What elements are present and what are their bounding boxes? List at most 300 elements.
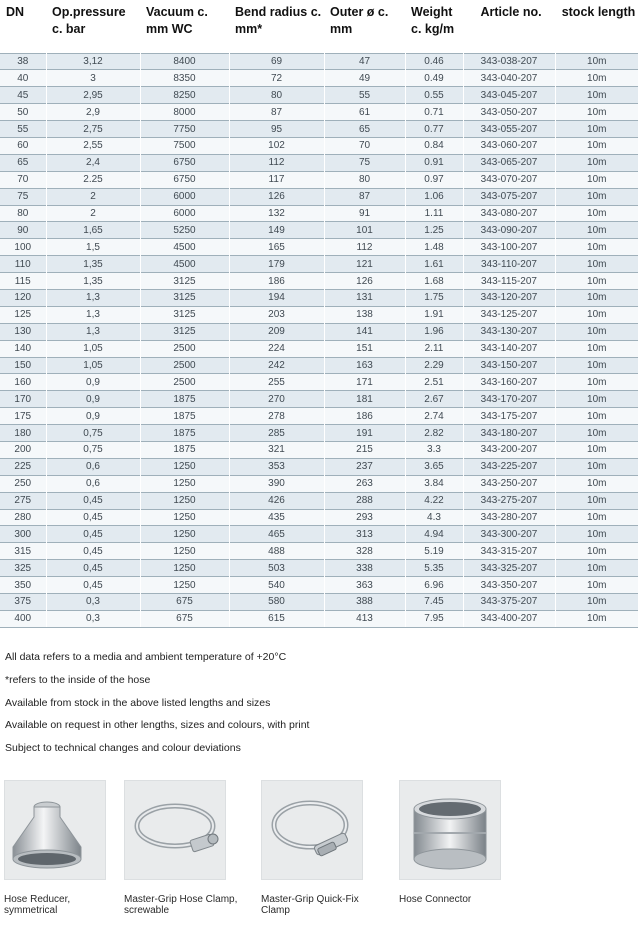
cell-article-no: 343-125-207 — [463, 306, 555, 323]
cell-bend-radius: 580 — [229, 594, 324, 611]
cell-vacuum: 1250 — [140, 560, 229, 577]
cell-article-no: 343-130-207 — [463, 323, 555, 340]
cell-weight: 4.22 — [405, 492, 463, 509]
cell-outer-diameter: 141 — [324, 323, 405, 340]
cell-stock-length: 10m — [555, 289, 638, 306]
table-row — [0, 205, 638, 222]
cell-article-no: 343-400-207 — [463, 610, 555, 627]
cell-outer-diameter: 328 — [324, 543, 405, 560]
cell-outer-diameter: 75 — [324, 154, 405, 171]
cell-dn: 180 — [0, 425, 46, 442]
product-quick-fix-clamp[interactable] — [261, 780, 376, 916]
cell-vacuum: 1250 — [140, 475, 229, 492]
cell-weight: 1.61 — [405, 256, 463, 273]
cell-stock-length: 10m — [555, 121, 638, 138]
table-row — [0, 408, 638, 425]
cell-outer-diameter: 80 — [324, 171, 405, 188]
cell-outer-diameter: 91 — [324, 205, 405, 222]
cell-dn: 300 — [0, 526, 46, 543]
table-row — [0, 543, 638, 560]
cell-dn: 200 — [0, 441, 46, 458]
table-row — [0, 425, 638, 442]
cell-outer-diameter: 288 — [324, 492, 405, 509]
cell-op-pressure: 0,9 — [46, 408, 140, 425]
cell-vacuum: 3125 — [140, 323, 229, 340]
cell-weight: 1.91 — [405, 306, 463, 323]
cell-article-no: 343-065-207 — [463, 154, 555, 171]
cell-bend-radius: 194 — [229, 289, 324, 306]
cell-stock-length: 10m — [555, 70, 638, 87]
cell-dn: 400 — [0, 610, 46, 627]
cell-article-no: 343-300-207 — [463, 526, 555, 543]
cell-bend-radius: 87 — [229, 104, 324, 121]
cell-dn: 38 — [0, 53, 46, 70]
cell-outer-diameter: 70 — [324, 137, 405, 154]
cell-bend-radius: 503 — [229, 560, 324, 577]
cell-article-no: 343-075-207 — [463, 188, 555, 205]
cell-op-pressure: 0,45 — [46, 543, 140, 560]
note-temperature: All data refers to a media and ambient temperature of +20°C — [5, 651, 287, 663]
cell-article-no: 343-070-207 — [463, 171, 555, 188]
cell-article-no: 343-055-207 — [463, 121, 555, 138]
cell-stock-length: 10m — [555, 391, 638, 408]
cell-weight: 2.51 — [405, 374, 463, 391]
cell-bend-radius: 488 — [229, 543, 324, 560]
cell-op-pressure: 1,3 — [46, 289, 140, 306]
cell-vacuum: 6000 — [140, 188, 229, 205]
cell-weight: 6.96 — [405, 577, 463, 594]
cell-weight: 2.11 — [405, 340, 463, 357]
cell-stock-length: 10m — [555, 560, 638, 577]
table-row — [0, 610, 638, 627]
cell-outer-diameter: 65 — [324, 121, 405, 138]
cell-weight: 3.65 — [405, 458, 463, 475]
cell-article-no: 343-045-207 — [463, 87, 555, 104]
cell-weight: 1.11 — [405, 205, 463, 222]
cell-bend-radius: 186 — [229, 273, 324, 290]
cell-vacuum: 6750 — [140, 154, 229, 171]
cell-outer-diameter: 293 — [324, 509, 405, 526]
product-caption: Master-Grip Hose Clamp, screwable — [124, 894, 238, 916]
cell-article-no: 343-110-207 — [463, 256, 555, 273]
cell-article-no: 343-060-207 — [463, 137, 555, 154]
cell-weight: 0.46 — [405, 53, 463, 70]
cell-op-pressure: 0,3 — [46, 610, 140, 627]
product-caption: Hose Connector — [399, 894, 472, 905]
hose-connector-icon — [399, 780, 501, 880]
table-row — [0, 458, 638, 475]
cell-bend-radius: 149 — [229, 222, 324, 239]
cell-vacuum: 1875 — [140, 441, 229, 458]
table-row — [0, 492, 638, 509]
cell-bend-radius: 615 — [229, 610, 324, 627]
cell-bend-radius: 285 — [229, 425, 324, 442]
note-technical-changes: Subject to technical changes and colour deviations — [5, 742, 241, 755]
cell-stock-length: 10m — [555, 188, 638, 205]
cell-bend-radius: 435 — [229, 509, 324, 526]
cell-op-pressure: 3 — [46, 70, 140, 87]
cell-outer-diameter: 313 — [324, 526, 405, 543]
cell-article-no: 343-080-207 — [463, 205, 555, 222]
cell-dn: 45 — [0, 87, 46, 104]
cell-article-no: 343-375-207 — [463, 594, 555, 611]
table-row — [0, 104, 638, 121]
cell-weight: 5.35 — [405, 560, 463, 577]
cell-op-pressure: 0,45 — [46, 577, 140, 594]
cell-vacuum: 8350 — [140, 70, 229, 87]
cell-weight: 7.95 — [405, 610, 463, 627]
cell-bend-radius: 426 — [229, 492, 324, 509]
cell-article-no: 343-180-207 — [463, 425, 555, 442]
cell-stock-length: 10m — [555, 340, 638, 357]
product-hose-connector[interactable] — [399, 780, 514, 905]
cell-op-pressure: 1,3 — [46, 323, 140, 340]
cell-dn: 55 — [0, 121, 46, 138]
cell-stock-length: 10m — [555, 441, 638, 458]
cell-weight: 2.74 — [405, 408, 463, 425]
note-bend-radius: *refers to the inside of the hose — [5, 673, 151, 686]
cell-article-no: 343-200-207 — [463, 441, 555, 458]
cell-dn: 60 — [0, 137, 46, 154]
cell-stock-length: 10m — [555, 526, 638, 543]
cell-outer-diameter: 151 — [324, 340, 405, 357]
cell-dn: 90 — [0, 222, 46, 239]
cell-weight: 0.77 — [405, 121, 463, 138]
table-row — [0, 239, 638, 256]
cell-bend-radius: 95 — [229, 121, 324, 138]
cell-outer-diameter: 87 — [324, 188, 405, 205]
cell-stock-length: 10m — [555, 273, 638, 290]
cell-dn: 375 — [0, 594, 46, 611]
cell-vacuum: 1250 — [140, 492, 229, 509]
cell-weight: 0.55 — [405, 87, 463, 104]
cell-bend-radius: 242 — [229, 357, 324, 374]
table-row — [0, 121, 638, 138]
cell-bend-radius: 112 — [229, 154, 324, 171]
header-weight: Weight c. kg/m — [405, 0, 463, 53]
quick-fix-clamp-icon — [261, 780, 363, 880]
cell-op-pressure: 1,35 — [46, 256, 140, 273]
cell-vacuum: 2500 — [140, 340, 229, 357]
footnotes — [5, 650, 635, 764]
cell-weight: 0.97 — [405, 171, 463, 188]
cell-stock-length: 10m — [555, 154, 638, 171]
cell-weight: 2.29 — [405, 357, 463, 374]
table-row — [0, 509, 638, 526]
cell-op-pressure: 0,6 — [46, 475, 140, 492]
cell-bend-radius: 209 — [229, 323, 324, 340]
cell-bend-radius: 72 — [229, 70, 324, 87]
cell-outer-diameter: 121 — [324, 256, 405, 273]
cell-stock-length: 10m — [555, 137, 638, 154]
cell-vacuum: 1875 — [140, 391, 229, 408]
cell-bend-radius: 69 — [229, 53, 324, 70]
cell-outer-diameter: 138 — [324, 306, 405, 323]
table-row — [0, 526, 638, 543]
cell-weight: 4.3 — [405, 509, 463, 526]
cell-op-pressure: 2,55 — [46, 137, 140, 154]
cell-vacuum: 4500 — [140, 239, 229, 256]
cell-weight: 3.3 — [405, 441, 463, 458]
cell-article-no: 343-140-207 — [463, 340, 555, 357]
cell-dn: 65 — [0, 154, 46, 171]
cell-dn: 40 — [0, 70, 46, 87]
table-row — [0, 222, 638, 239]
product-hose-reducer[interactable] — [4, 780, 119, 916]
cell-op-pressure: 1,5 — [46, 239, 140, 256]
cell-bend-radius: 321 — [229, 441, 324, 458]
table-row — [0, 87, 638, 104]
table-row — [0, 374, 638, 391]
cell-outer-diameter: 49 — [324, 70, 405, 87]
cell-op-pressure: 0,6 — [46, 458, 140, 475]
header-op-pressure: Op.pressure c. bar — [46, 0, 140, 53]
cell-bend-radius: 126 — [229, 188, 324, 205]
cell-outer-diameter: 413 — [324, 610, 405, 627]
cell-stock-length: 10m — [555, 323, 638, 340]
cell-dn: 150 — [0, 357, 46, 374]
cell-stock-length: 10m — [555, 357, 638, 374]
cell-stock-length: 10m — [555, 104, 638, 121]
cell-op-pressure: 0,75 — [46, 441, 140, 458]
cell-article-no: 343-280-207 — [463, 509, 555, 526]
product-hose-clamp[interactable] — [124, 780, 239, 916]
cell-stock-length: 10m — [555, 205, 638, 222]
cell-article-no: 343-150-207 — [463, 357, 555, 374]
cell-weight: 7.45 — [405, 594, 463, 611]
cell-article-no: 343-160-207 — [463, 374, 555, 391]
cell-stock-length: 10m — [555, 610, 638, 627]
header-stock-length: stock length — [555, 0, 638, 53]
accessory-products — [0, 780, 640, 940]
table-row — [0, 273, 638, 290]
cell-weight: 4.94 — [405, 526, 463, 543]
cell-op-pressure: 0,45 — [46, 509, 140, 526]
cell-bend-radius: 165 — [229, 239, 324, 256]
cell-weight: 0.71 — [405, 104, 463, 121]
cell-op-pressure: 2 — [46, 188, 140, 205]
header-outer-diameter: Outer ø c. mm — [324, 0, 405, 53]
cell-article-no: 343-175-207 — [463, 408, 555, 425]
table-row — [0, 137, 638, 154]
cell-op-pressure: 3,12 — [46, 53, 140, 70]
cell-vacuum: 1250 — [140, 458, 229, 475]
table-header-row — [0, 0, 638, 53]
cell-outer-diameter: 215 — [324, 441, 405, 458]
cell-dn: 175 — [0, 408, 46, 425]
cell-stock-length: 10m — [555, 492, 638, 509]
cell-outer-diameter: 263 — [324, 475, 405, 492]
cell-bend-radius: 278 — [229, 408, 324, 425]
cell-article-no: 343-050-207 — [463, 104, 555, 121]
cell-dn: 140 — [0, 340, 46, 357]
cell-stock-length: 10m — [555, 458, 638, 475]
cell-weight: 2.82 — [405, 425, 463, 442]
cell-dn: 110 — [0, 256, 46, 273]
table-row — [0, 594, 638, 611]
cell-vacuum: 7750 — [140, 121, 229, 138]
cell-dn: 160 — [0, 374, 46, 391]
cell-vacuum: 8400 — [140, 53, 229, 70]
cell-article-no: 343-350-207 — [463, 577, 555, 594]
table-row — [0, 70, 638, 87]
cell-op-pressure: 1,05 — [46, 340, 140, 357]
cell-weight: 5.19 — [405, 543, 463, 560]
cell-weight: 0.91 — [405, 154, 463, 171]
cell-stock-length: 10m — [555, 408, 638, 425]
cell-vacuum: 675 — [140, 610, 229, 627]
table-row — [0, 188, 638, 205]
cell-bend-radius: 540 — [229, 577, 324, 594]
hose-clamp-icon — [124, 780, 226, 880]
cell-op-pressure: 1,35 — [46, 273, 140, 290]
cell-bend-radius: 390 — [229, 475, 324, 492]
cell-stock-length: 10m — [555, 594, 638, 611]
cell-op-pressure: 0,45 — [46, 560, 140, 577]
cell-outer-diameter: 237 — [324, 458, 405, 475]
cell-article-no: 343-120-207 — [463, 289, 555, 306]
cell-dn: 170 — [0, 391, 46, 408]
cell-article-no: 343-115-207 — [463, 273, 555, 290]
cell-outer-diameter: 388 — [324, 594, 405, 611]
cell-vacuum: 7500 — [140, 137, 229, 154]
cell-article-no: 343-325-207 — [463, 560, 555, 577]
cell-vacuum: 1250 — [140, 543, 229, 560]
cell-outer-diameter: 55 — [324, 87, 405, 104]
product-caption: Master-Grip Quick-Fix Clamp — [261, 894, 359, 916]
cell-dn: 280 — [0, 509, 46, 526]
cell-vacuum: 5250 — [140, 222, 229, 239]
cell-dn: 130 — [0, 323, 46, 340]
table-row — [0, 560, 638, 577]
cell-vacuum: 1875 — [140, 425, 229, 442]
cell-vacuum: 1875 — [140, 408, 229, 425]
cell-weight: 2.67 — [405, 391, 463, 408]
cell-outer-diameter: 363 — [324, 577, 405, 594]
note-stock-availability: Available from stock in the above listed lengths and sizes — [5, 696, 271, 709]
cell-vacuum: 3125 — [140, 289, 229, 306]
cell-outer-diameter: 338 — [324, 560, 405, 577]
table-body — [0, 53, 638, 627]
cell-outer-diameter: 126 — [324, 273, 405, 290]
cell-dn: 125 — [0, 306, 46, 323]
cell-bend-radius: 255 — [229, 374, 324, 391]
table-row — [0, 154, 638, 171]
cell-outer-diameter: 171 — [324, 374, 405, 391]
cell-stock-length: 10m — [555, 87, 638, 104]
cell-vacuum: 675 — [140, 594, 229, 611]
cell-vacuum: 1250 — [140, 509, 229, 526]
cell-bend-radius: 353 — [229, 458, 324, 475]
cell-stock-length: 10m — [555, 306, 638, 323]
cell-article-no: 343-275-207 — [463, 492, 555, 509]
cell-stock-length: 10m — [555, 543, 638, 560]
cell-vacuum: 1250 — [140, 526, 229, 543]
cell-dn: 350 — [0, 577, 46, 594]
cell-op-pressure: 0,3 — [46, 594, 140, 611]
header-bend-radius: Bend radius c. mm* — [229, 0, 324, 53]
header-dn: DN — [0, 0, 46, 53]
cell-op-pressure: 0,9 — [46, 391, 140, 408]
cell-article-no: 343-170-207 — [463, 391, 555, 408]
cell-article-no: 343-038-207 — [463, 53, 555, 70]
table-row — [0, 357, 638, 374]
table-row — [0, 340, 638, 357]
header-article-no: Article no. — [463, 0, 555, 53]
cell-bend-radius: 203 — [229, 306, 324, 323]
cell-dn: 325 — [0, 560, 46, 577]
cell-op-pressure: 2,95 — [46, 87, 140, 104]
cell-stock-length: 10m — [555, 475, 638, 492]
cell-stock-length: 10m — [555, 256, 638, 273]
cell-op-pressure: 1,05 — [46, 357, 140, 374]
cell-outer-diameter: 101 — [324, 222, 405, 239]
table-row — [0, 306, 638, 323]
cell-dn: 275 — [0, 492, 46, 509]
cell-op-pressure: 1,3 — [46, 306, 140, 323]
cell-dn: 115 — [0, 273, 46, 290]
cell-vacuum: 6750 — [140, 171, 229, 188]
cell-stock-length: 10m — [555, 222, 638, 239]
cell-dn: 70 — [0, 171, 46, 188]
note-on-request: Available on request in other lengths, sizes and colours, with print — [5, 719, 310, 732]
cell-dn: 315 — [0, 543, 46, 560]
cell-vacuum: 3125 — [140, 273, 229, 290]
cell-outer-diameter: 112 — [324, 239, 405, 256]
cell-dn: 50 — [0, 104, 46, 121]
cell-article-no: 343-100-207 — [463, 239, 555, 256]
cell-vacuum: 2500 — [140, 374, 229, 391]
cell-vacuum: 1250 — [140, 577, 229, 594]
cell-stock-length: 10m — [555, 239, 638, 256]
table-row — [0, 53, 638, 70]
cell-op-pressure: 2.25 — [46, 171, 140, 188]
cell-vacuum: 4500 — [140, 256, 229, 273]
table-row — [0, 171, 638, 188]
cell-weight: 1.25 — [405, 222, 463, 239]
cell-outer-diameter: 163 — [324, 357, 405, 374]
cell-bend-radius: 224 — [229, 340, 324, 357]
table-row — [0, 323, 638, 340]
cell-weight: 3.84 — [405, 475, 463, 492]
cell-bend-radius: 465 — [229, 526, 324, 543]
cell-dn: 75 — [0, 188, 46, 205]
table-row — [0, 441, 638, 458]
table-row — [0, 256, 638, 273]
cell-dn: 80 — [0, 205, 46, 222]
cell-vacuum: 8000 — [140, 104, 229, 121]
cell-op-pressure: 2,9 — [46, 104, 140, 121]
cell-weight: 1.06 — [405, 188, 463, 205]
cell-bend-radius: 132 — [229, 205, 324, 222]
table-row — [0, 391, 638, 408]
cell-bend-radius: 270 — [229, 391, 324, 408]
cell-dn: 225 — [0, 458, 46, 475]
cell-outer-diameter: 131 — [324, 289, 405, 306]
cell-vacuum: 3125 — [140, 306, 229, 323]
cell-article-no: 343-225-207 — [463, 458, 555, 475]
cell-stock-length: 10m — [555, 577, 638, 594]
cell-weight: 1.75 — [405, 289, 463, 306]
cell-bend-radius: 179 — [229, 256, 324, 273]
cell-dn: 250 — [0, 475, 46, 492]
hose-reducer-icon — [4, 780, 106, 880]
cell-op-pressure: 1,65 — [46, 222, 140, 239]
cell-op-pressure: 2,4 — [46, 154, 140, 171]
cell-dn: 100 — [0, 239, 46, 256]
cell-op-pressure: 2 — [46, 205, 140, 222]
cell-bend-radius: 117 — [229, 171, 324, 188]
